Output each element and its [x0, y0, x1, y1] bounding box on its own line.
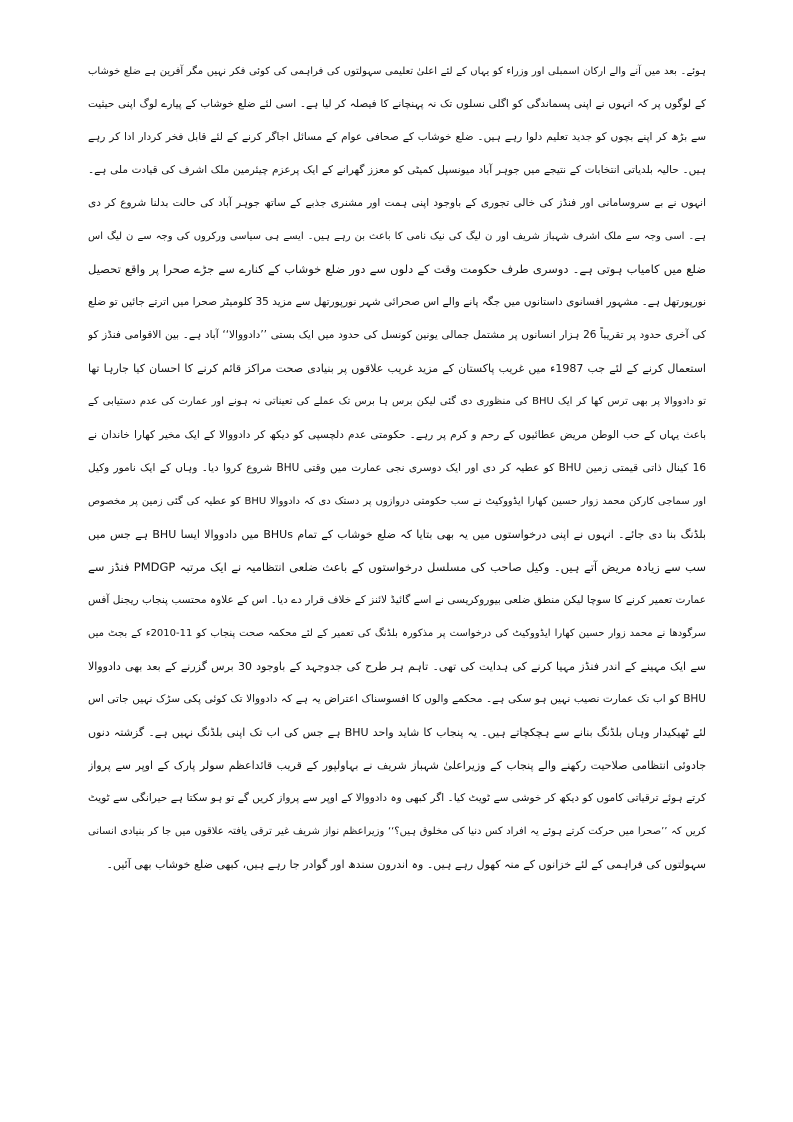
text-line: لئے ٹھیکیدار وہاں بلڈنگ بنانے سے ہچکچاتے ہیں۔ یہ پنجاب کا شاید واحد BHU ہے جس کی اب تک اپنی بلڈنگ نہیں ہے۔ گزشتہ دنوں	[88, 725, 706, 739]
text-line: ہوئے۔ بعد میں آنے والے ارکان اسمبلی اور وزراء کو یہاں کے لئے اعلیٰ تعلیمی سہولتوں کی فراہمی کی کوئی فکر نہیں مگر آفرین ہے ضلع خوشاب	[88, 66, 706, 77]
text-line: انہوں نے بے سروسامانی اور فنڈز کی خالی تجوری کے باوجود اپنی ہمت اور مشنری جذبے کے ساتھ جوہر آباد کی حالت بدلنا شروع کر دی	[88, 197, 706, 210]
text-line: کی آخری حدود پر تقریباً 26 ہزار انسانوں پر مشتمل جمالی یونین کونسل کی حدود میں ایک بستی ’’دادووالا‘‘ آباد ہے۔ بین الاقوامی فنڈز کو	[88, 329, 706, 342]
text-line: 16 کینال ذاتی قیمتی زمین BHU کو عطیہ کر دی اور ایک دوسری نجی عمارت میں وقتی BHU شروع کروا دیا۔ وہاں کے ایک نامور وکیل	[88, 461, 706, 474]
text-line: BHU کو اب تک عمارت نصیب نہیں ہو سکی ہے۔ محکمے والوں کا افسوسناک اعتراض یہ ہے کہ دادووالا تک کوئی پکی سڑک نہیں جاتی اس	[88, 692, 706, 705]
text-line: کرتے ہوئے ترقیاتی کاموں کو دیکھ کر خوشی سے ٹویٹ کیا۔ اگر کبھی وہ دادووالا کے اوپر سے پرواز کریں گے تو ہو سکتا ہے حیرانگی سے ٹویٹ	[88, 792, 706, 805]
text-line: بلڈنگ بنا دی جائے۔ انہوں نے اپنی درخواستوں میں یہ بھی بتایا کہ ضلع خوشاب کے تمام BHUs میں دادووالا ایسا BHU ہے جس میں	[88, 527, 706, 541]
text-line: ہے۔ اسی وجہ سے ملک اشرف شہباز شریف اور ن لیگ کی نیک نامی کا باعث بن رہے ہیں۔ ایسے ہی سیاسی ورکروں کی وجہ سے ن لیگ اس	[88, 231, 706, 243]
text-line: سرگودھا نے محمد زوار حسین کھارا ایڈووکیٹ کی درخواست پر مذکورہ بلڈنگ کی تعمیر کے لئے محکمہ صحت پنجاب کو 11-2010ء کے بجٹ میں	[88, 627, 706, 639]
text-line: کے لوگوں پر کہ انہوں نے اپنی پسماندگی کو اگلی نسلوں تک نہ پہنچانے کا فیصلہ کر لیا ہے۔ اسی لئے ضلع خوشاب کے پیارے لوگ اپنی حیثیت	[88, 98, 706, 111]
text-line: سے ایک مہینے کے اندر فنڈز مہیا کرنے کی ہدایت کی تھی۔ تاہم ہر طرح کی جدوجہد کے باوجود 30 برس گزرنے کے بعد بھی دادووالا	[88, 659, 706, 673]
text-line: جادوئی انتظامی صلاحیت رکھنے والے پنجاب کے وزیراعلیٰ شہباز شریف نے بہاولپور کے قریب قائداعظم سولر پارک کے اوپر سے پرواز	[88, 758, 706, 772]
text-line: ضلع میں کامیاب ہوتی ہے۔ دوسری طرف حکومت وقت کے دلوں سے دور ضلع خوشاب کے کنارے سے جڑے صحرا پر واقع تحصیل	[88, 262, 706, 277]
article-body	[88, 55, 706, 881]
text-line: اور سماجی کارکن محمد زوار حسین کھارا ایڈووکیٹ نے سب حکومتی دروازوں پر دستک دی کہ دادووالا BHU کو عطیہ کی گئی زمین پر مخصوص	[88, 495, 706, 507]
text-line: ہیں۔ حالیہ بلدیاتی انتخابات کے نتیجے میں جوہر آباد میونسپل کمیٹی کو معزز گھرانے کے ایک پرعزم چیئرمین ملک اشرف کی قیادت ملی ہے۔	[88, 164, 706, 177]
text-line: تو دادووالا پر بھی ترس کھا کر ایک BHU کی منظوری دی گئی لیکن برس ہا برس تک عملے کی تعیناتی نہ ہونے اور عمارت کی عدم دستیابی کے	[88, 396, 706, 408]
text-line: عمارت تعمیر کرنے کا سوچا لیکن منطق ضلعی بیوروکریسی نے اسے گائیڈ لائنز کے خلاف قرار دے دیا۔ اس کے علاوہ محتسب پنجاب ریجنل آفس	[88, 593, 706, 606]
text-line: استعمال کرنے کے لئے جب 1987ء میں غریب پاکستان کے مزید غریب علاقوں پر بنیادی صحت مراکز قائم کرنے کا احسان کیا جارہا تھا	[88, 362, 706, 376]
text-line: سے بڑھ کر اپنے بچوں کو جدید تعلیم دلوا رہے ہیں۔ ضلع خوشاب کے صحافی عوام کے مسائل اجاگر کرنے کے لئے قابل فخر کردار ادا کر رہے	[88, 131, 706, 144]
text-line-final: سہولتوں کی فراہمی کے لئے خزانوں کے منہ کھول رہے ہیں۔ وہ اندرون سندھ اور گوادر جا رہے ہیں، کبھی ضلع خوشاب بھی آئیں۔	[106, 858, 706, 872]
text-line: سب سے زیادہ مریض آتے ہیں۔ وکیل صاحب کی مسلسل درخواستوں کے باعث ضلعی انتظامیہ نے ایک مرتبہ PMDGP فنڈز سے	[88, 559, 706, 574]
text-line: نورپورتھل ہے۔ مشہور افسانوی داستانوں میں جگہ پانے والے اس صحرائی شہر نورپورتھل سے مزید 35 کلومیٹر صحرا میں اترتے جائیں تو ضلع	[88, 296, 706, 309]
text-line: باعث یہاں کے حب الوطن مریض عطائیوں کے رحم و کرم پر رہے۔ حکومتی عدم دلچسپی کو دیکھ کر دادووالا کے ایک مخیر کھارا خاندان نے	[88, 428, 706, 441]
text-line: کریں کہ ’’صحرا میں حرکت کرتے ہوئے یہ افراد کس دنیا کی مخلوق ہیں؟‘‘ وزیراعظم نواز شریف غیر ترقی یافتہ علاقوں میں جا کر بنیادی انسانی	[88, 826, 706, 838]
